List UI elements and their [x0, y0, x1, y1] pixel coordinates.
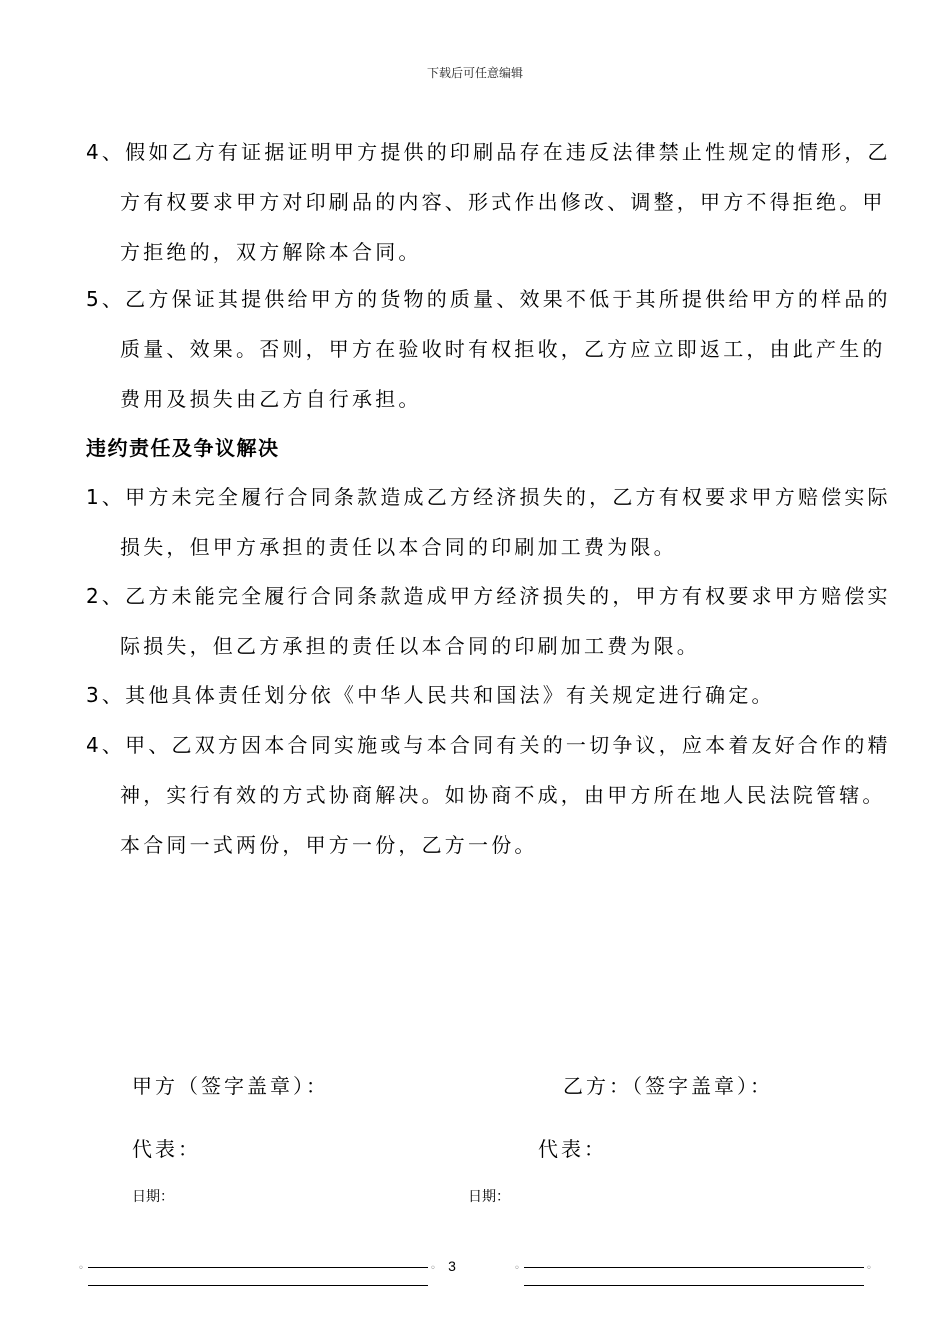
- footer-rule-right-bottom: [524, 1285, 864, 1286]
- clause-line: 质量、效果。否则，甲方在验收时有权拒收，乙方应立即返工，由此产生的: [120, 337, 886, 361]
- item-line: 损失，但甲方承担的责任以本合同的印刷加工费为限。: [120, 535, 677, 559]
- clause-line: 方有权要求甲方对印刷品的内容、形式作出修改、调整，甲方不得拒绝。甲: [120, 190, 886, 214]
- clause-line: 费用及损失由乙方自行承担。: [120, 387, 422, 411]
- liability-item-4: [86, 720, 891, 870]
- liability-item-3: [86, 670, 876, 720]
- liability-item-1: [86, 472, 891, 572]
- party-a-date-label: 日期：: [132, 1189, 174, 1205]
- footer-rule-left-top: [88, 1267, 428, 1268]
- clause-4: [86, 127, 891, 277]
- clause-5: [86, 274, 891, 424]
- item-line: 4、甲、乙双方因本合同实施或与本合同有关的一切争议，应本着友好合作的精: [86, 733, 891, 757]
- item-line: 际损失，但乙方承担的责任以本合同的印刷加工费为限。: [120, 634, 700, 658]
- party-a-representative-label: 代表：: [132, 1137, 201, 1161]
- item-line: 3、其他具体责任划分依《中华人民共和国法》有关规定进行确定。: [86, 683, 775, 707]
- footer-ornament-center-left: ◦: [430, 1263, 436, 1274]
- item-line: 神，实行有效的方式协商解决。如协商不成，由甲方所在地人民法院管辖。: [120, 783, 886, 807]
- footer-rule-right-top: [524, 1267, 864, 1268]
- item-line: 2、乙方未能完全履行合同条款造成甲方经济损失的，甲方有权要求甲方赔偿实: [86, 584, 891, 608]
- footer-ornament-center-right: ◦: [514, 1263, 520, 1274]
- item-line: 本合同一式两份，甲方一份，乙方一份。: [120, 833, 538, 857]
- party-b-signature-label: 乙方：（签字盖章）：: [563, 1074, 773, 1098]
- page-header: 下载后可任意编辑: [426, 66, 523, 80]
- party-b-representative-label: 代表：: [538, 1137, 607, 1161]
- party-a-signature-label: 甲方（签字盖章）：: [132, 1074, 329, 1098]
- page-number: 3: [448, 1258, 456, 1274]
- clause-line: 方拒绝的，双方解除本合同。: [120, 240, 422, 264]
- section-heading: 违约责任及争议解决: [86, 436, 280, 460]
- party-b-date-label: 日期：: [468, 1189, 510, 1205]
- clause-line: 5、乙方保证其提供给甲方的货物的质量、效果不低于其所提供给甲方的样品的: [86, 287, 891, 311]
- liability-item-2: [86, 571, 891, 671]
- footer-ornament-right: ◦: [866, 1263, 872, 1274]
- clause-line: 4、假如乙方有证据证明甲方提供的印刷品存在违反法律禁止性规定的情形，乙: [86, 140, 891, 164]
- item-line: 1、甲方未完全履行合同条款造成乙方经济损失的，乙方有权要求甲方赔偿实际: [86, 485, 891, 509]
- footer-rule-left-bottom: [88, 1285, 428, 1286]
- footer-ornament-left: ◦: [78, 1263, 84, 1274]
